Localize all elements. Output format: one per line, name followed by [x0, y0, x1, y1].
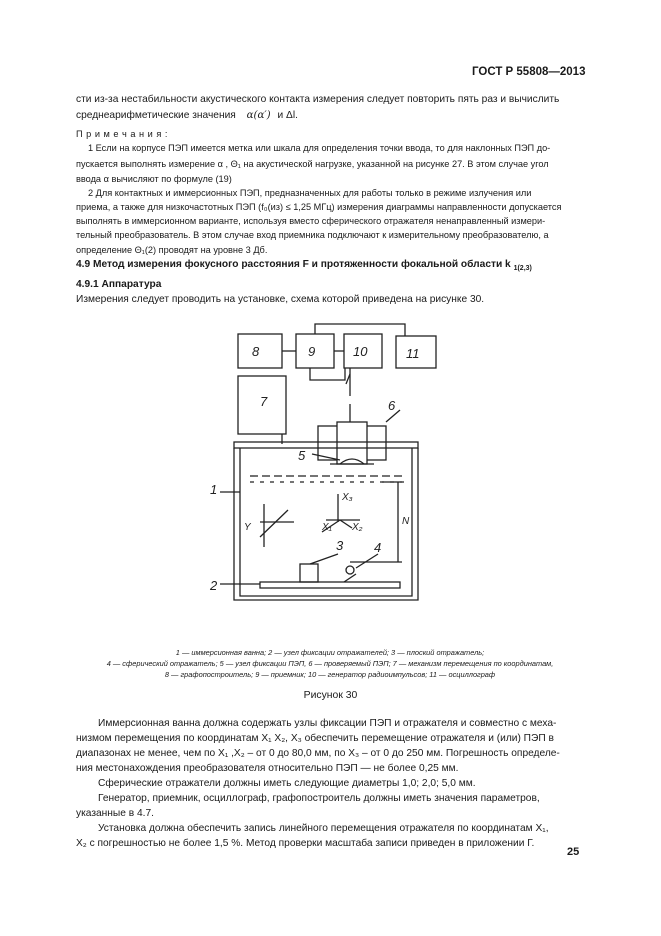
- apparatus-diagram: [190, 322, 460, 627]
- label-7: 7: [260, 394, 268, 409]
- figure-caption: Рисунок 30: [303, 690, 358, 701]
- body-p3-l2: указанные в 4.7.: [76, 808, 154, 819]
- note2-line-5: определение Θ₁(2) проводят на уровне 3 Дб.: [76, 245, 268, 255]
- subsection-title: 4.9.1 Аппаратура: [76, 279, 162, 290]
- notes-title: П р и м е ч а н и я :: [76, 129, 168, 139]
- label-11: 11: [406, 346, 420, 361]
- label-5: 5: [298, 448, 306, 463]
- body-p4-l2: X₂ с погрешностью не более 1,5 %. Метод проверки масштаба записи приведен в приложении Г.: [76, 838, 535, 849]
- label-1: 1: [210, 482, 218, 497]
- label-10: 10: [353, 344, 368, 359]
- section-title-main: 4.9 Метод измерения фокусного расстояния F и протяженности фокальной области k: [76, 259, 511, 270]
- body-p1-l1: Иммерсионная ванна должна содержать узлы фиксации ПЭП и отражателя и совместно с меха-: [98, 718, 557, 729]
- label-x2: X₂: [352, 522, 363, 533]
- section-title-sub: 1(2,3): [513, 265, 532, 273]
- label-9: 9: [308, 344, 316, 359]
- note2-line-1: 2 Для контактных и иммерсионных ПЭП, предназначенных для работы только в режиме излучения или: [88, 188, 532, 198]
- note2-line-4: тельный преобразователь. В этом случае вход приемника подключают к измерительному преобразователю, а: [76, 230, 549, 240]
- body-p3-l1: Генератор, приемник, осциллограф, графопостроитель должны иметь значения параметров,: [98, 793, 540, 804]
- legend-line-2: 4 — сферический отражатель; 5 — узел фиксации ПЭП, 6 — проверяемый ПЭП; 7 — механизм перемещения по координатам,: [106, 659, 554, 668]
- body-p1-l2: низмом перемещения по координатам X₁ X₂, X₃ обеспечить перемещение отражателя и (или) ПЭП в: [76, 733, 554, 744]
- label-x1: X₁: [322, 522, 332, 533]
- label-3: 3: [336, 538, 344, 553]
- legend-line-3: 8 — графопостроитель; 9 — приемник; 10 — генератор радиоимпульсов; 11 — осциллограф: [164, 670, 496, 679]
- label-x3: X₃: [342, 492, 353, 503]
- note2-line-2: приема, а также для низкочастотных ПЭП (f₀(из) ≤ 1,25 МГц) измерения диаграммы направленности допускается: [76, 202, 562, 212]
- standard-id: ГОСТ Р 55808—2013: [472, 66, 586, 78]
- legend-line-1: 1 — иммерсионная ванна; 2 — узел фиксации отражателей; 3 — плоский отражатель;: [175, 648, 485, 657]
- intro-line-2b: и Δl.: [277, 110, 298, 121]
- note1-line-2: пускается выполнять измерение α , Θ₁ на акустической нагрузке, указанной на рисунке 27. В этом случае угол: [76, 159, 549, 169]
- note2-line-3: выполнять в иммерсионном варианте, используя вместо сферического отражателя ненаправленный измери-: [76, 216, 546, 226]
- body-p4-l1: Установка должна обеспечить запись линейного перемещения отражателя по координатам X₁,: [98, 823, 549, 834]
- body-p1-l4: ния местонахождения преобразователя относительно ПЭП — не более 0,25 мм.: [76, 763, 459, 774]
- intro-symbol: α(α′): [246, 110, 271, 121]
- section-text: Измерения следует проводить на установке, схема которой приведена на рисунке 30.: [76, 294, 485, 305]
- intro-line-1: сти из-за нестабильности акустического контакта измерения следует повторить пять раз и вычислить: [76, 94, 560, 105]
- intro-line-2a: среднеарифметические значения: [76, 110, 236, 121]
- body-p2: Сферические отражатели должны иметь следующие диаметры 1,0; 2,0; 5,0 мм.: [98, 778, 476, 789]
- note1-line-1: 1 Если на корпусе ПЭП имеется метка или шкала для определения точки ввода, то для наклонных ПЭП до-: [88, 143, 551, 153]
- label-4: 4: [374, 540, 382, 555]
- page-number: 25: [567, 846, 580, 858]
- label-2: 2: [210, 578, 218, 593]
- label-6: 6: [388, 398, 396, 413]
- note1-line-3: ввода α вычисляют по формуле (19): [76, 174, 232, 184]
- body-p1-l3: диапазонах не менее, чем по X₁ ,X₂ – от 0 до 80,0 мм, по X₃ – от 0 до 250 мм. Погрешность определе-: [76, 748, 560, 759]
- section-title: [76, 259, 532, 272]
- intro-line-2: [76, 108, 583, 124]
- box-plotter: [238, 334, 282, 368]
- label-n: N: [402, 516, 410, 527]
- label-y: Y: [244, 522, 251, 533]
- label-8: 8: [252, 344, 260, 359]
